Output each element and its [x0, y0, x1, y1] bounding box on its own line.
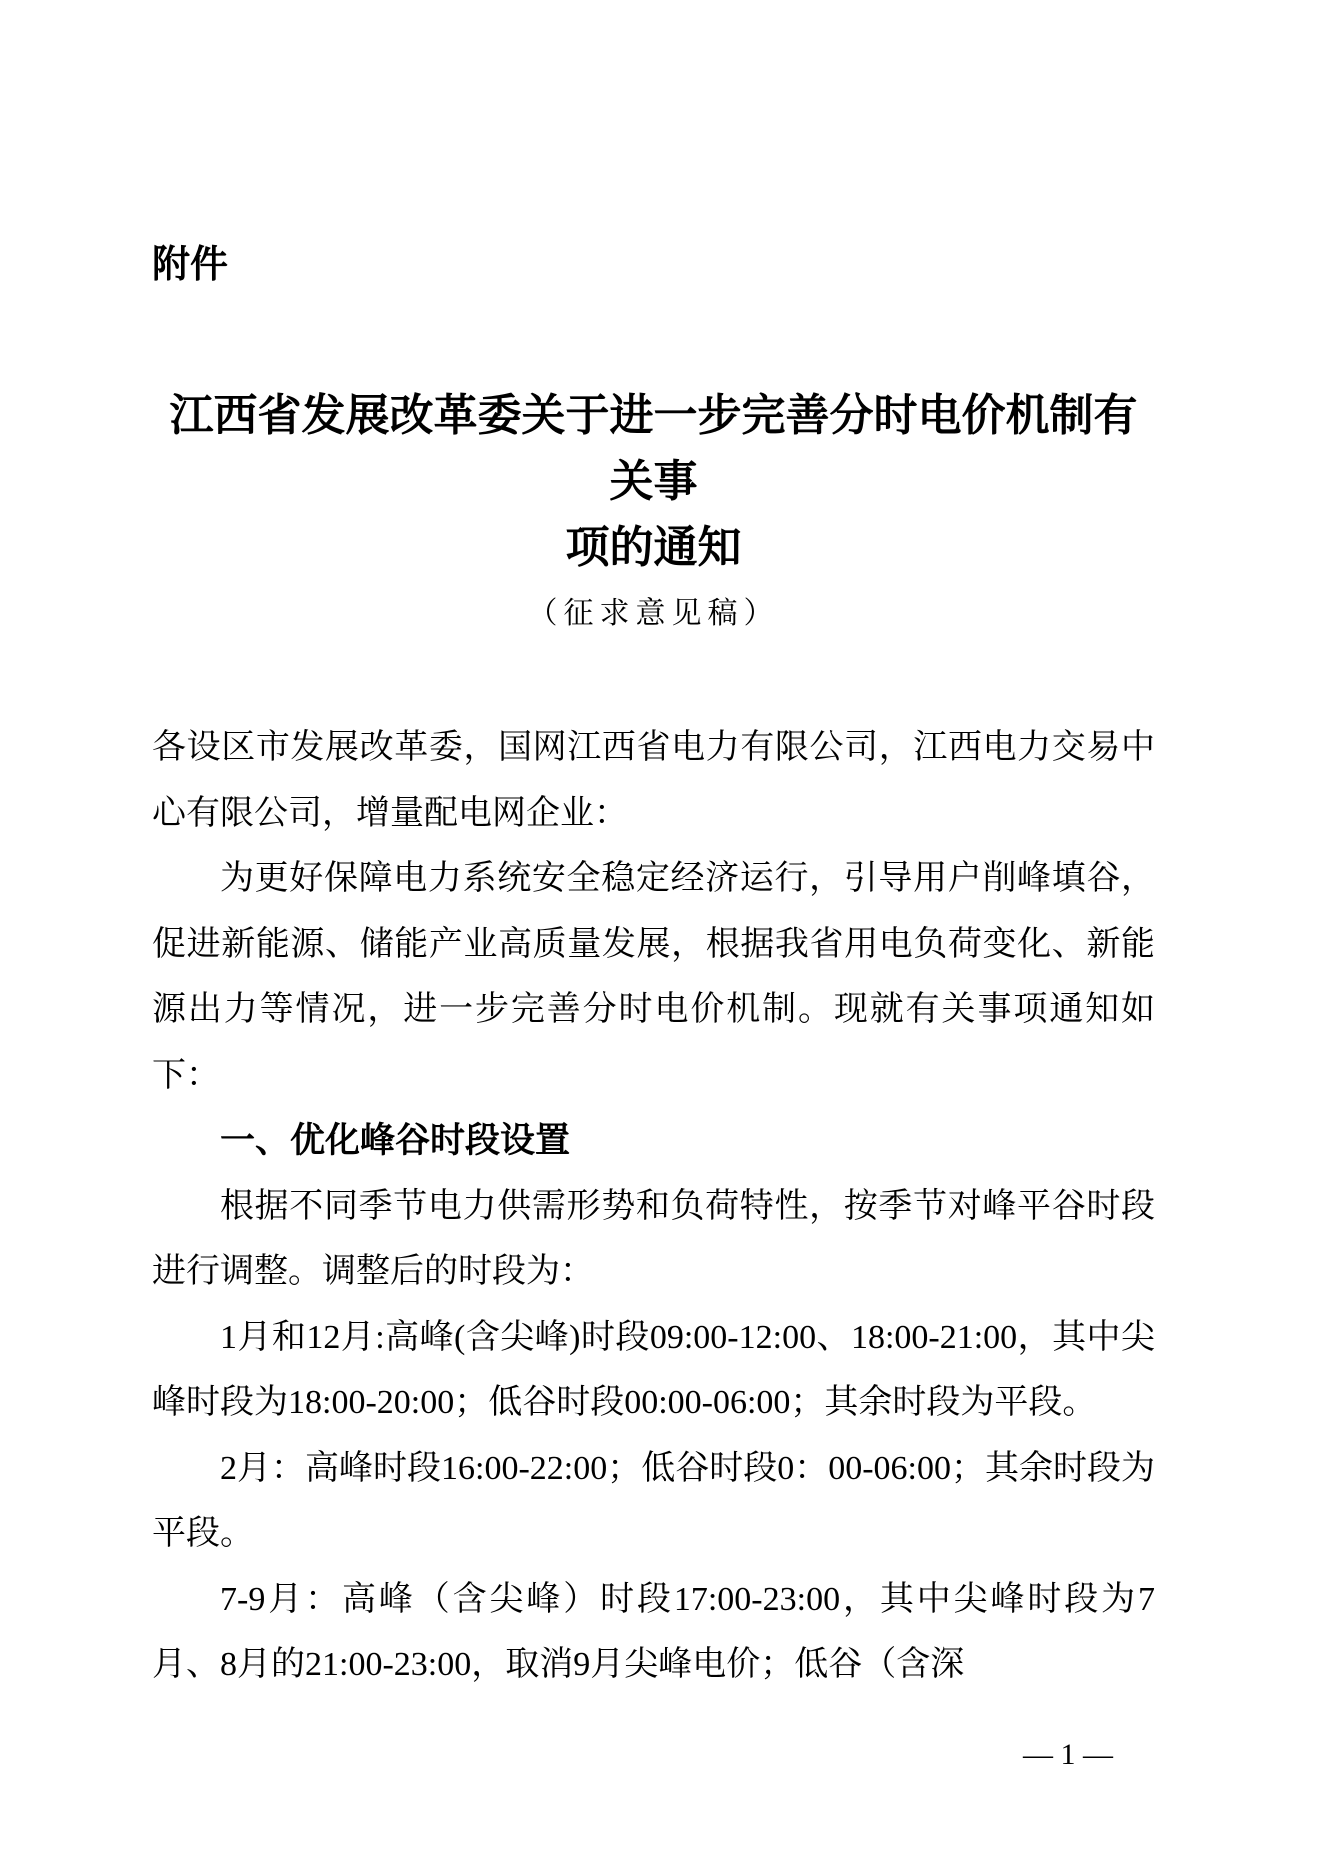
- paragraph-jan-dec-periods: 1月和12月:高峰(含尖峰)时段09:00-12:00、18:00-21:00，其中尖峰时段为18:00-20:00；低谷时段00:00-06:00；其余时段为平段。: [152, 1318, 1155, 1421]
- document-title: [152, 383, 1155, 581]
- page-number: — 1 —: [1023, 1738, 1113, 1771]
- intro-paragraph: 为更好保障电力系统安全稳定经济运行，引导用户削峰填谷，促进新能源、储能产业高质量发展，根据我省用电负荷变化、新能源出力等情况，进一步完善分时电价机制。现就有关事项通知如下：: [152, 860, 1155, 1094]
- document-subtitle: （征求意见稿）: [527, 597, 780, 630]
- attachment-label: 附件: [152, 244, 229, 286]
- paragraph-feb-periods: 2月：高峰时段16:00-22:00；低谷时段0：00-06:00；其余时段为平段。: [152, 1449, 1155, 1552]
- document-title-line-1: 江西省发展改革委关于进一步完善分时电价机制有关事: [169, 391, 1138, 506]
- document-title-line-2: 项的通知: [565, 523, 742, 572]
- document-body: [152, 715, 1155, 1698]
- recipients-line: 各设区市发展改革委，国网江西省电力有限公司，江西电力交易中心有限公司，增量配电网企业：: [152, 729, 1155, 832]
- section-heading-1: 一、优化峰谷时段设置: [220, 1121, 571, 1160]
- paragraph-jul-sep-periods: 7-9月：高峰（含尖峰）时段17:00-23:00，其中尖峰时段为7月、8月的21:00-23:00，取消9月尖峰电价；低谷（含深: [152, 1580, 1155, 1683]
- paragraph-season-adjustment: 根据不同季节电力供需形势和负荷特性，按季节对峰平谷时段进行调整。调整后的时段为：: [152, 1187, 1155, 1290]
